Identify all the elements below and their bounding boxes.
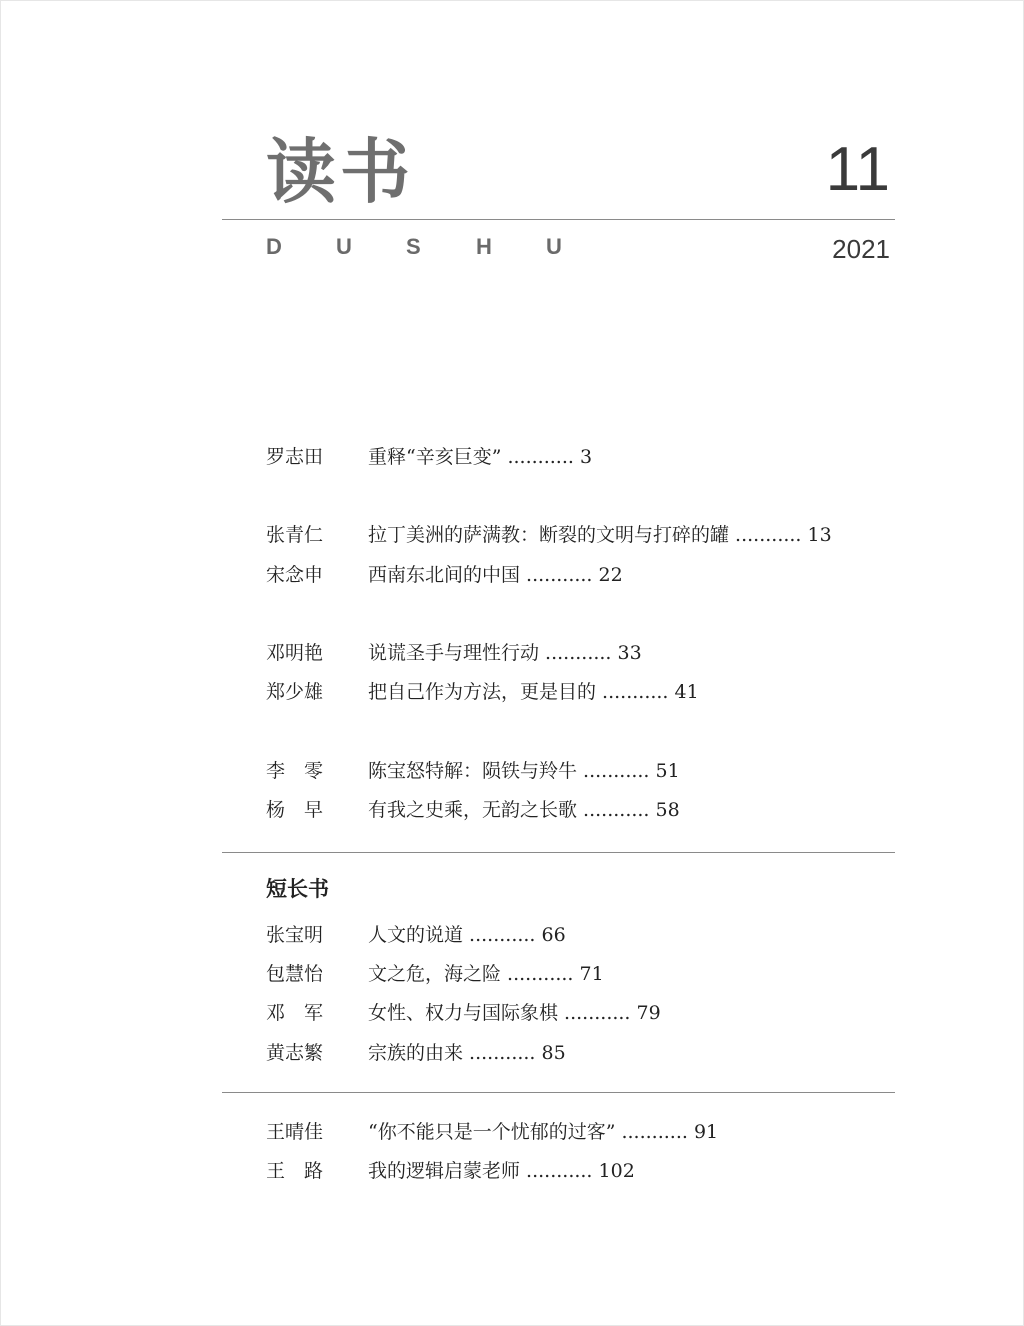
- toc-author: 王 路: [266, 1160, 324, 1182]
- toc-author: 宋念申: [266, 564, 324, 586]
- latin-letter: S: [406, 234, 421, 259]
- toc-author: 王晴佳: [266, 1121, 324, 1143]
- toc-author: 张宝明: [266, 924, 324, 946]
- toc-entry: 我的逻辑启蒙老师 ........... 102: [368, 1160, 635, 1182]
- toc-entry: 重释“辛亥巨变” ........... 3: [368, 446, 593, 468]
- toc-author: 黄志繁: [266, 1042, 324, 1064]
- header-divider: [222, 219, 895, 220]
- toc-entry: 有我之史乘，无韵之长歌 ........... 58: [368, 799, 680, 821]
- toc-author: 邓 军: [266, 1002, 324, 1024]
- latin-letter: U: [336, 234, 352, 259]
- latin-letter: D: [266, 234, 282, 259]
- toc-entry: 宗族的由来 ........... 85: [368, 1042, 566, 1064]
- section-divider: [222, 852, 895, 853]
- toc-author: 邓明艳: [266, 642, 324, 664]
- latin-letter: H: [476, 234, 492, 259]
- issue-year: 2021: [832, 234, 890, 264]
- toc-author: 包慧怡: [266, 963, 324, 985]
- toc-author: 郑少雄: [266, 681, 324, 703]
- latin-letter: U: [546, 234, 562, 259]
- toc-entry: 文之危，海之险 ........... 71: [368, 963, 604, 985]
- toc-entry: 人文的说道 ........... 66: [368, 924, 566, 946]
- toc-entry: 把自己作为方法，更是目的 ........... 41: [368, 681, 699, 703]
- toc-entry: 西南东北间的中国 ........... 22: [368, 564, 623, 586]
- magazine-title: 读书: [266, 130, 414, 213]
- toc-entry: 说谎圣手与理性行动 ........... 33: [368, 642, 642, 664]
- toc-entry: 陈宝怒特解：陨铁与羚牛 ........... 51: [368, 760, 680, 782]
- latin-title: [266, 232, 616, 262]
- toc-author: 罗志田: [266, 446, 324, 468]
- toc-author: 李 零: [266, 760, 324, 782]
- toc-entry: 拉丁美洲的萨满教：断裂的文明与打碎的罐 ........... 13: [368, 524, 832, 546]
- toc-author: 张青仁: [266, 524, 324, 546]
- toc-entry: 女性、权力与国际象棋 ........... 79: [368, 1002, 661, 1024]
- toc-author: 杨 早: [266, 799, 324, 821]
- issue-number: 11: [825, 135, 890, 204]
- section-divider: [222, 1092, 895, 1093]
- section-heading: 短长书: [266, 876, 329, 901]
- toc-entry: “你不能只是一个忧郁的过客” ........... 91: [368, 1121, 719, 1143]
